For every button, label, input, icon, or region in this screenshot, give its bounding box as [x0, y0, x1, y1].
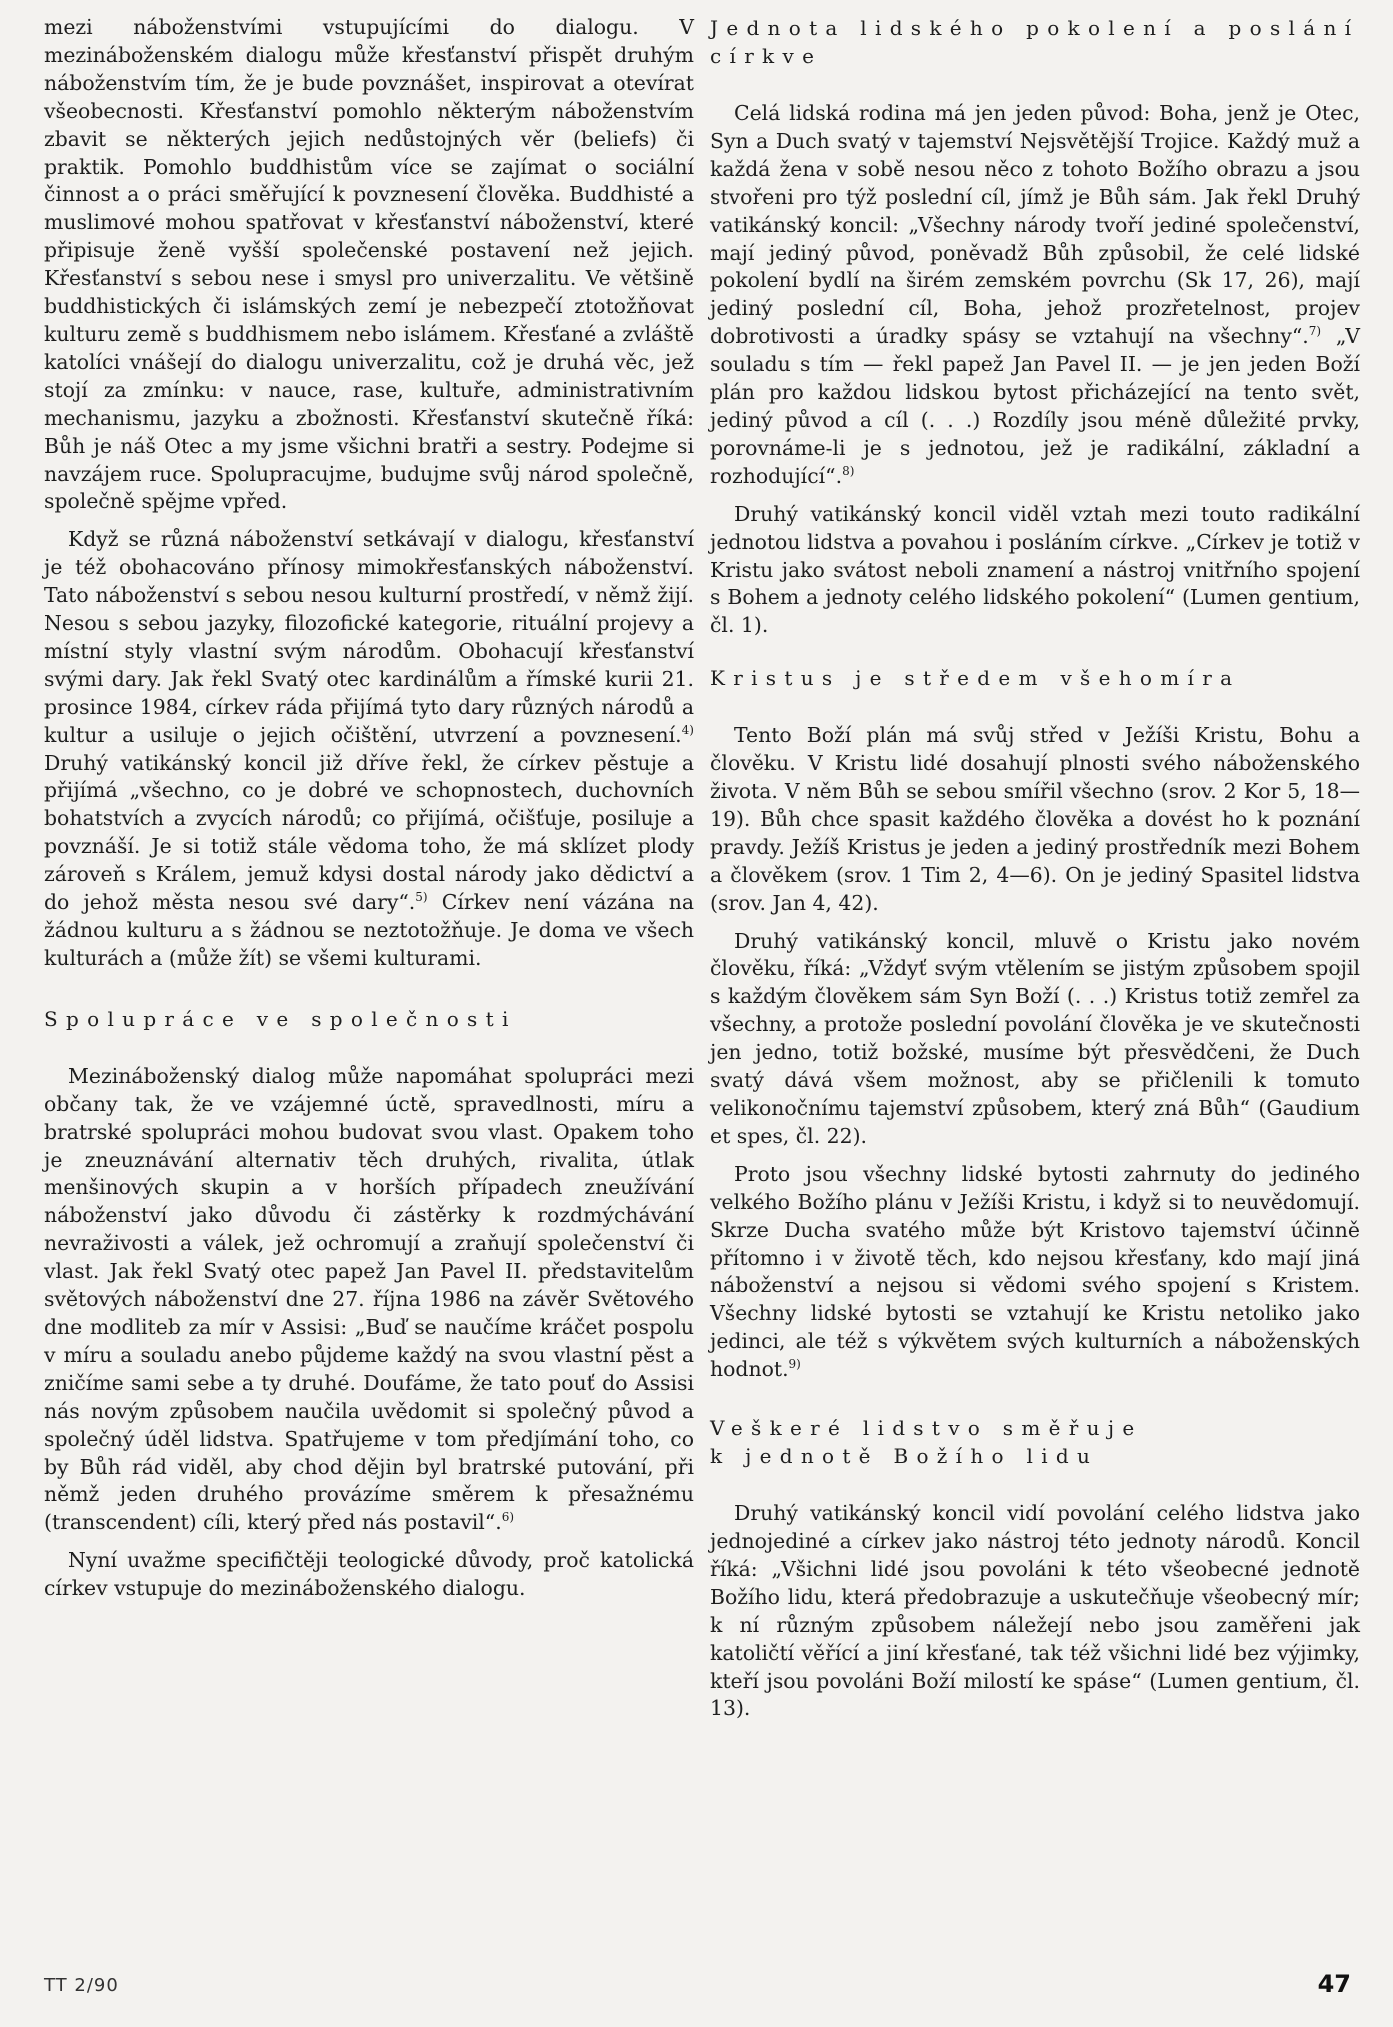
paragraph: Druhý vatikánský koncil viděl vztah mezi touto radikální jednotou lidstva a povahou i posláním církve. „Církev je totiž v Kristu jako svátost neboli znamení a nástroj vnitřního spojení s Bohem a jednoty celého lidského pokolení“ (Lumen gentium, čl. 1). — [710, 501, 1360, 638]
paragraph-text: „V souladu s tím — řekl papež Jan Pavel II. — je jen jeden Boží plán pro každou lidskou bytost přicházející na tento svět, jediný původ a cíl (. . .) Rozdíly jsou méně důležité prvky, porovnáme-li je s jednotou, jež je radikální, základní a rozhodující“. — [710, 324, 1361, 488]
paragraph-text: Proto jsou všechny lidské bytosti zahrnuty do jediného velkého Božího plánu v Ježíši Kristu, i když si to neuvědomují. Skrze Ducha svatého může být Kristovo tajemství účinně přítomno i v životě těch, kdo nejsou křesťany, kdo mají jiná náboženství a nejsou si vědomi svého spojení s Kristem. Všechny lidské bytosti se vztahují ke Kristu netoliko jako jedinci, ale též s výkvětem svých kulturních a náboženských hodnot. — [710, 1161, 1360, 1382]
paragraph — [710, 100, 1360, 491]
paragraph — [44, 526, 694, 973]
footnote-ref: 4) — [681, 722, 694, 737]
section-heading: Spolupráce ve společnosti — [44, 1006, 517, 1031]
paragraph: mezi náboženstvími vstupujícími do dialogu. V mezináboženském dialogu může křesťanství přispět druhým náboženstvím tím, že je bude povznášet, inspirovat a otevírat všeobecnosti. Křesťanství pomohlo některým náboženstvím zbavit se některých jejich nedůstojných věr (beliefs) či praktik. Pomohlo buddhistům více se zajímat o sociální činnost a o práci směřující k povznesení člověka. Buddhisté a muslimové mohou spatřovat v křesťanství náboženství, které připisuje ženě vyšší společenské postavení než jejich. Křesťanství s sebou nese i smysl pro univerzalitu. Ve většině buddhistických či islámských zemí je nebezpečí ztotožňovat kulturu země s buddhismem nebo islámem. Křesťané a zvláště katolíci vnášejí do dialogu univerzalitu, což je druhá věc, jež stojí za zmínku: v nauce, rase, kultuře, administrativním mechanismu, jazyku a zbožnosti. Křesťanství skutečně říká: Bůh je náš Otec a my jsme všichni bratři a sestry. Podejme si navzájem ruce. Spolupracujme, budujme svůj národ společně, společně spějme vpřed. — [44, 15, 694, 514]
paragraph-text: Církev není vázána na žádnou kulturu a s žádnou se neztotožňuje. Je doma ve všech kulturách a (může žít) se všemi kulturami. — [44, 890, 694, 970]
paragraph-text: Mezináboženský dialog může napomáhat spolupráci mezi občany tak, že ve vzájemné úctě, spravedlnosti, míru a bratrské spolupráci mohou budovat svou vlast. Opakem toho je zneuznávání alternativ těch druhých, rivalita, útlak menšinových skupin a v horších případech zneužívání náboženství jako důvodu či zástěrky k rozdmýchávání nevraživosti a válek, jež ochromují a zraňují společenství či vlast. Jak řekl Svatý otec papež Jan Pavel II. představitelům světových náboženství dne 27. října 1986 na závěr Světového dne modliteb za mír v Assisi: „Buď se naučíme kráčet pospolu v míru a souladu anebo půjdeme každý na svou vlastní pěst a zničíme sami sebe a ty druhé. Doufáme, že tato pouť do Assisi nás novým způsobem naučila uvědomit si společný původ a společný úděl lidstva. Spatřujeme v tom předjímání toho, co by Bůh rád viděl, aby chod dějin byl bratrské putování, při němž jeden druhého provázíme směrem k přesažnému (transcendent) cíli, který před nás postavil“. — [44, 1063, 694, 1535]
paragraph — [710, 1161, 1360, 1384]
section-heading-line: Veškeré lidstvo směřuje — [710, 1416, 1143, 1441]
paragraph-text: Když se různá náboženství setkávají v dialogu, křesťanství je též obohacováno přínosy mimokřesťanských náboženství. Tato náboženství s sebou nesou kulturní prostředí, v němž žijí. Nesou s sebou jazyky, filozofické kategorie, rituální projevy a místní styly vlastní svým národům. Obohacují křesťanství svými dary. Jak řekl Svatý otec kardinálům a římské kurii 21. prosince 1984, církev ráda přijímá tyto dary různých národů a kultur a usiluje o jejich očištění, utvrzení a povznesení. — [44, 527, 694, 747]
paragraph-text: Celá lidská rodina má jen jeden původ: Boha, jenž je Otec, Syn a Duch svatý v tajemství Nejsvětější Trojice. Každý muž a každá žena v sobě nesou něco z tohoto Božího obrazu a jsou stvořeni pro týž poslední cíl, jímž je Bůh sám. Jak řekl Druhý vatikánský koncil: „Všechny národy tvoří jediné společenství, mají jediný původ, poněvadž Bůh způsobil, že celé lidské pokolení bydlí na širém zemském povrchu (Sk 17, 26), mají jediný poslední cíl, Boha, jehož prozřetelnost, projev dobrotivosti a úradky spásy se vztahují na všechny“. — [710, 101, 1360, 349]
paragraph — [44, 1063, 694, 1537]
footnote-ref: 9) — [788, 1357, 801, 1372]
section-heading — [710, 1414, 1360, 1470]
left-column — [44, 14, 694, 1613]
section-heading: Kristus je středem všehomíra — [710, 666, 1241, 691]
paragraph-text: Druhý vatikánský koncil již dříve řekl, že církev pěstuje a přijímá „všechno, co je dobré ve schopnostech, duchovních bohatstvích a zvycích národů; co přijímá, očišťuje, posiluje a povznáší. Je si totiž stále vědoma toho, že má sklízet plody zároveň s Králem, jemuž kdysi dostal národy jako dědictví a do jehož města nesou své dary“. — [44, 750, 694, 915]
footnote-ref: 6) — [501, 1510, 515, 1525]
paragraph: Tento Boží plán má svůj střed v Ježíši Kristu, Bohu a člověku. V Kristu lidé dosahují plnosti svého náboženského života. V něm Bůh se sebou smířil všechno (srov. 2 Kor 5, 18—19). Bůh chce spasit každého člověka a dovést ho k poznání pravdy. Ježíš Kristus je jeden a jediný prostředník mezi Bohem a člověkem (srov. 1 Tim 2, 4—6). On je jediný Spasitel lidstva (srov. Jan 4, 42). — [710, 723, 1360, 915]
section-heading: Jednota lidského pokolení a poslání církve — [710, 16, 1360, 68]
right-column — [710, 14, 1360, 1733]
paragraph: Druhý vatikánský koncil, mluvě o Kristu jako novém člověku, říká: „Vždyť svým vtělením se jistým způsobem spojil s každým člověkem sám Syn Boží (. . .) Kristus totiž zemřel za všechny, a protože poslední povolání člověka je ve skutečnosti jen jedno, totiž božské, musíme být přesvědčeni, že Duch svatý dává všem možnost, aby se přičlenili k tomuto velikonočnímu tajemství způsobem, který zná Bůh“ (Gaudium et spes, čl. 22). — [710, 928, 1360, 1148]
paragraph: Druhý vatikánský koncil vidí povolání celého lidstva jako jednojediné a církev jako nástroj této jednoty národů. Koncil říká: „Všichni lidé jsou povoláni k této všeobecné jednotě Božího lidu, která předobrazuje a uskutečňuje všeobecný mír; k ní různým způsobem náležejí nebo jsou zaměřeni jak katoličtí věřící a jiní křesťané, tak též všichni lidé bez výjimky, kteří jsou povoláni Boží milostí ke spáse“ (Lumen gentium, čl. 13). — [710, 1501, 1360, 1721]
footnote-ref: 7) — [1308, 324, 1322, 339]
issue-label: TT 2/90 — [44, 1975, 119, 1996]
page-number: 47 — [1317, 1970, 1351, 1998]
footnote-ref: 5) — [415, 890, 428, 905]
section-heading-line: k jednotě Božího lidu — [710, 1444, 1099, 1469]
paragraph: Nyní uvažme specifičtěji teologické důvody, proč katolická církev vstupuje do mezináboženského dialogu. — [44, 1548, 694, 1601]
footnote-ref: 8) — [842, 463, 855, 478]
